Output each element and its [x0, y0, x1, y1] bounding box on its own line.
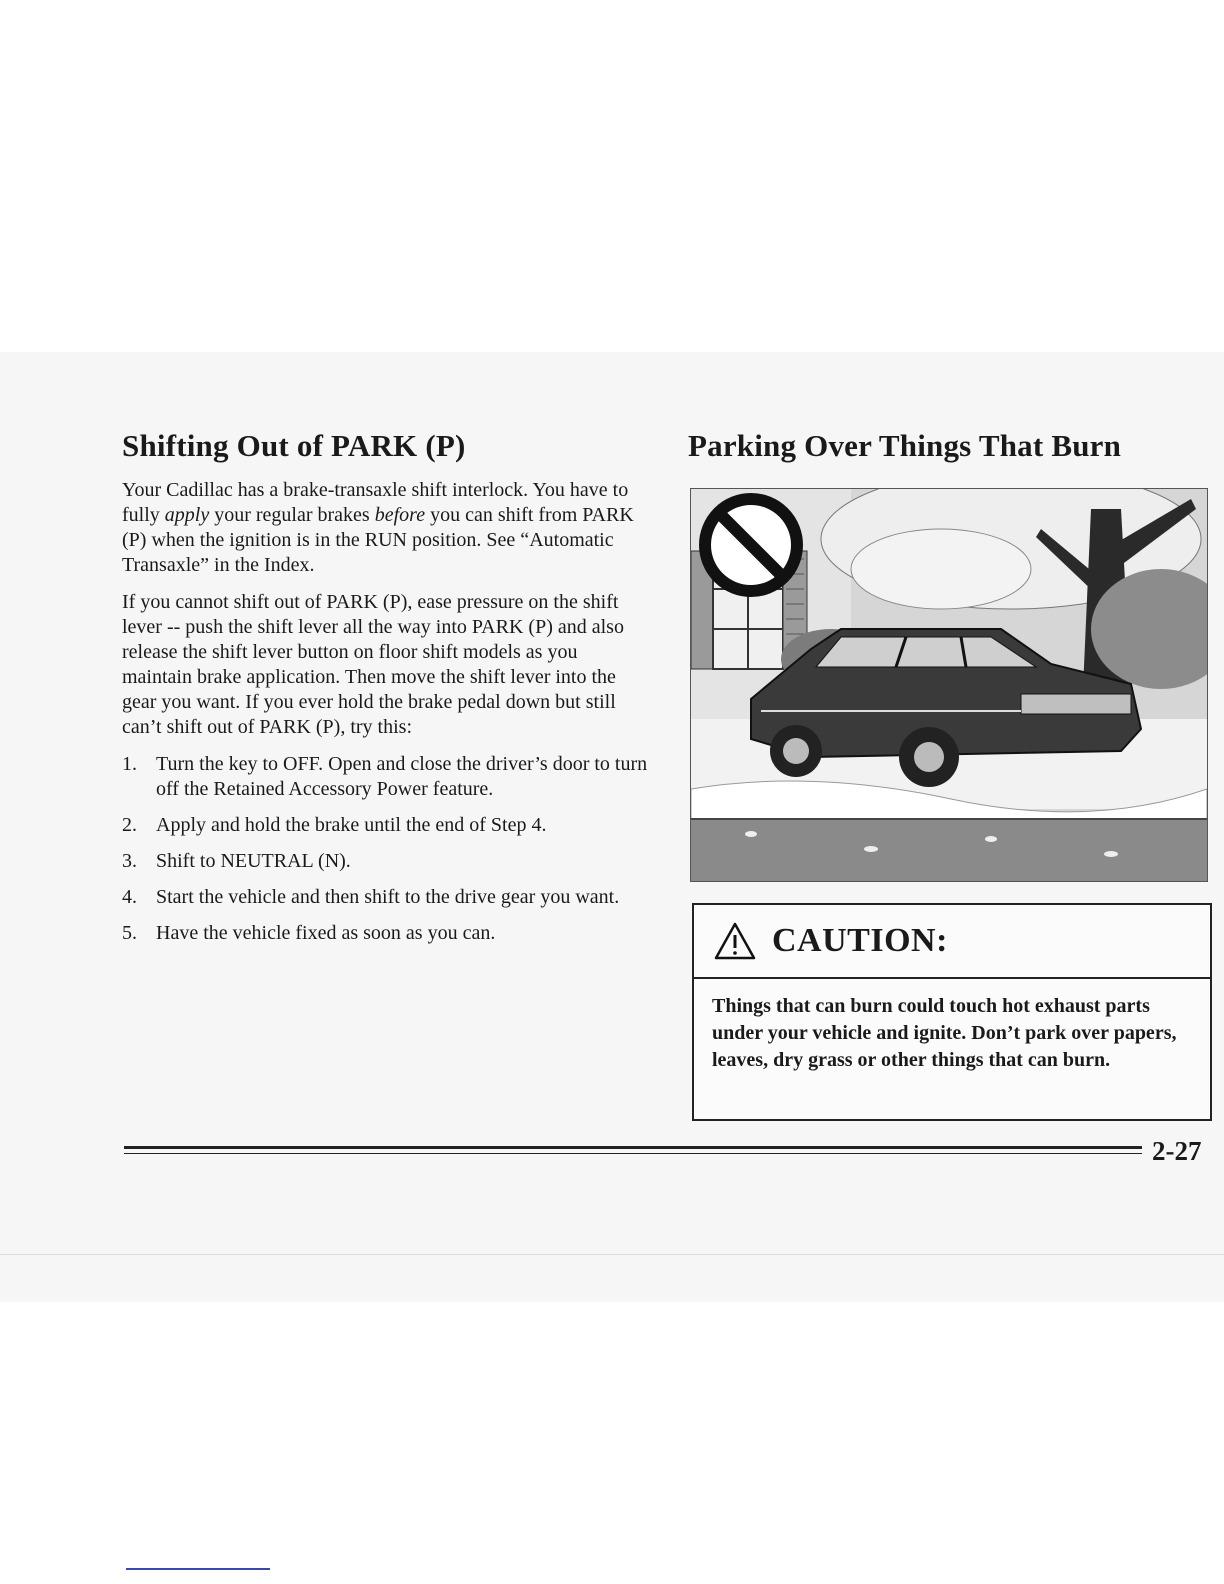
page-number: 2-27	[1152, 1136, 1202, 1166]
list-item: 2. Apply and hold the brake until the end of Step 4.	[122, 814, 547, 836]
prohibition-icon	[705, 499, 797, 591]
list-item: 3. Shift to NEUTRAL (N).	[122, 850, 351, 872]
left-column	[122, 428, 652, 957]
list-item: 4. Start the vehicle and then shift to the drive gear you want.	[122, 886, 620, 908]
paragraph-interlock: Your Cadillac has a brake-transaxle shift interlock. You have to fully apply your regular brakes before you can shift from PARK (P) when the ignition is in the RUN position. See “Automatic Transaxle” in the Index.	[122, 479, 634, 576]
section-heading-shifting: Shifting Out of PARK (P)	[122, 428, 466, 463]
paragraph-cannot-shift: If you cannot shift out of PARK (P), ease pressure on the shift lever -- push the shift lever all the way into PARK (P) and also release the shift lever button on floor shift models as you maintain brake application. Then move the shift lever into the gear you want. If you ever hold the brake pedal down but still can’t shift out of PARK (P), try this:	[122, 591, 624, 738]
illustration-drawing	[691, 489, 1207, 881]
bottom-link-rule	[126, 1568, 270, 1570]
warning-triangle-icon	[714, 922, 756, 960]
list-item: 1. Turn the key to OFF. Open and close the driver’s door to turn off the Retained Accessory Power feature.	[122, 753, 648, 800]
parked-car-illustration	[690, 488, 1208, 882]
caution-header	[694, 905, 1210, 979]
caution-text: Things that can burn could touch hot exhaust parts under your vehicle and ignite. Don’t park over papers, leaves, dry grass or other things that can burn.	[712, 995, 1177, 1071]
caution-title: CAUTION:	[772, 922, 948, 959]
band-divider	[0, 1254, 1224, 1255]
section-heading-parking: Parking Over Things That Burn	[688, 428, 1122, 463]
footer-rule	[124, 1146, 1142, 1160]
steps-list	[122, 752, 652, 946]
caution-box	[692, 903, 1212, 1121]
list-item: 5. Have the vehicle fixed as soon as you can.	[122, 922, 496, 944]
